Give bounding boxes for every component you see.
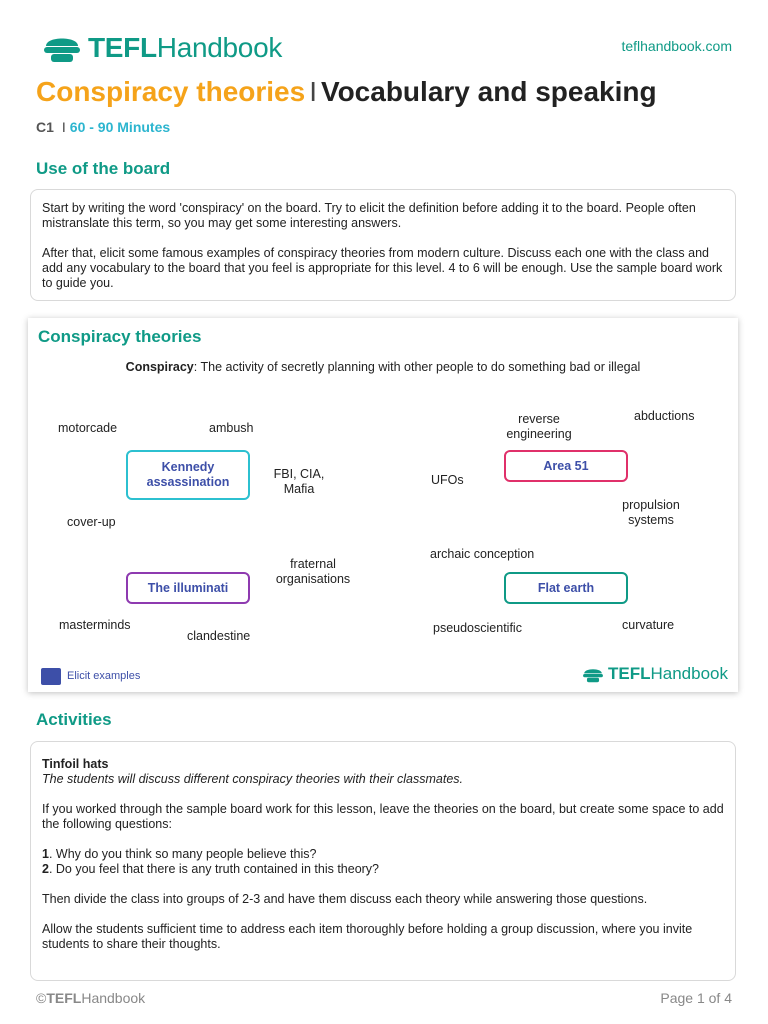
word-cover-up: cover-up [67, 515, 116, 529]
page-number: Page 1 of 4 [660, 990, 732, 1006]
mortarboard-icon [582, 665, 604, 684]
site-url-link[interactable]: teflhandbook.com [621, 38, 732, 54]
topic-flat-earth: Flat earth [504, 572, 628, 604]
activities-heading: Activities [36, 710, 112, 729]
title-topic: Conspiracy theories [36, 76, 306, 107]
legend-swatch [41, 668, 61, 685]
question-2: 2. Do you feel that there is any truth contained in this theory? [42, 862, 380, 876]
word-masterminds: masterminds [59, 618, 131, 632]
definition [28, 360, 738, 374]
board-paragraph: Start by writing the word 'conspiracy' on the board. Try to elicit the definition before adding it to the board. People often mistranslate this term, so you may get some interesting answers. [42, 201, 696, 230]
use-of-board-box [30, 189, 736, 301]
word-fraternal-organisations: fraternal organisations [275, 557, 351, 586]
word-clandestine: clandestine [187, 629, 251, 643]
brand-logo [42, 28, 282, 68]
logo-text: TEFLHandbook [88, 32, 283, 63]
use-of-board-heading: Use of the board [36, 159, 171, 178]
sample-board [28, 318, 738, 692]
word-abductions: abductions [634, 409, 695, 423]
question-1: 1. Why do you think so many people believe this? [42, 847, 317, 861]
word-ambush: ambush [209, 421, 254, 435]
activity-title: Tinfoil hats [42, 757, 109, 771]
word-propulsion-systems: propulsion systems [622, 498, 680, 527]
word-motorcade: motorcade [58, 421, 118, 435]
word-ufos: UFOs [431, 473, 464, 487]
activity-subtitle: The students will discuss different conspiracy theories with their classmates. [42, 772, 464, 786]
word-reverse-engineering: reverse engineering [506, 412, 572, 441]
mortarboard-icon [42, 31, 82, 65]
duration-label: 60 - 90 Minutes [69, 119, 171, 135]
lesson-meta [36, 119, 170, 135]
topic-area-51: Area 51 [504, 450, 628, 482]
topic-illuminati: The illuminati [126, 572, 250, 604]
activities-box [30, 741, 736, 981]
board-logo-text: TEFLHandbook [607, 664, 728, 683]
board-logo [582, 664, 728, 684]
word-archaic-conception: archaic conception [430, 547, 535, 561]
footer-copyright: ©TEFLHandbook [36, 990, 146, 1006]
legend-label: Elicit examples [67, 670, 141, 682]
board-title: Conspiracy theories [38, 327, 202, 346]
activity-groups: Then divide the class into groups of 2-3 and have them discuss each theory while answering those questions. [42, 892, 648, 906]
page-title [36, 76, 657, 108]
word-pseudoscientific: pseudoscientific [433, 621, 522, 635]
definition-term: Conspiracy [125, 360, 194, 374]
activity-intro: If you worked through the sample board work for this lesson, leave the theories on the board, but create some space to add the following questions: [42, 802, 724, 831]
activity-time: Allow the students sufficient time to address each item thoroughly before holding a group discussion, where you invite students to share their thoughts. [42, 922, 693, 951]
word-curvature: curvature [622, 618, 675, 632]
definition-text: : The activity of secretly planning with other people to do something bad or illegal [193, 360, 641, 374]
title-focus: Vocabulary and speaking [320, 76, 657, 107]
level-label: C1 [36, 119, 54, 135]
word-fbi-cia-mafia: FBI, CIA, Mafia [273, 467, 325, 496]
topic-kennedy-assassination: Kennedy assassination [126, 450, 250, 500]
board-paragraph: After that, elicit some famous examples of conspiracy theories from modern culture. Discuss each one with the class and add any vocabulary to the board that you feel is appropriate for this level. 4 to 6 will be enough. Use the sample board work to guide you. [42, 246, 723, 290]
meta-separator: I [61, 119, 66, 135]
title-separator: I [309, 76, 317, 107]
